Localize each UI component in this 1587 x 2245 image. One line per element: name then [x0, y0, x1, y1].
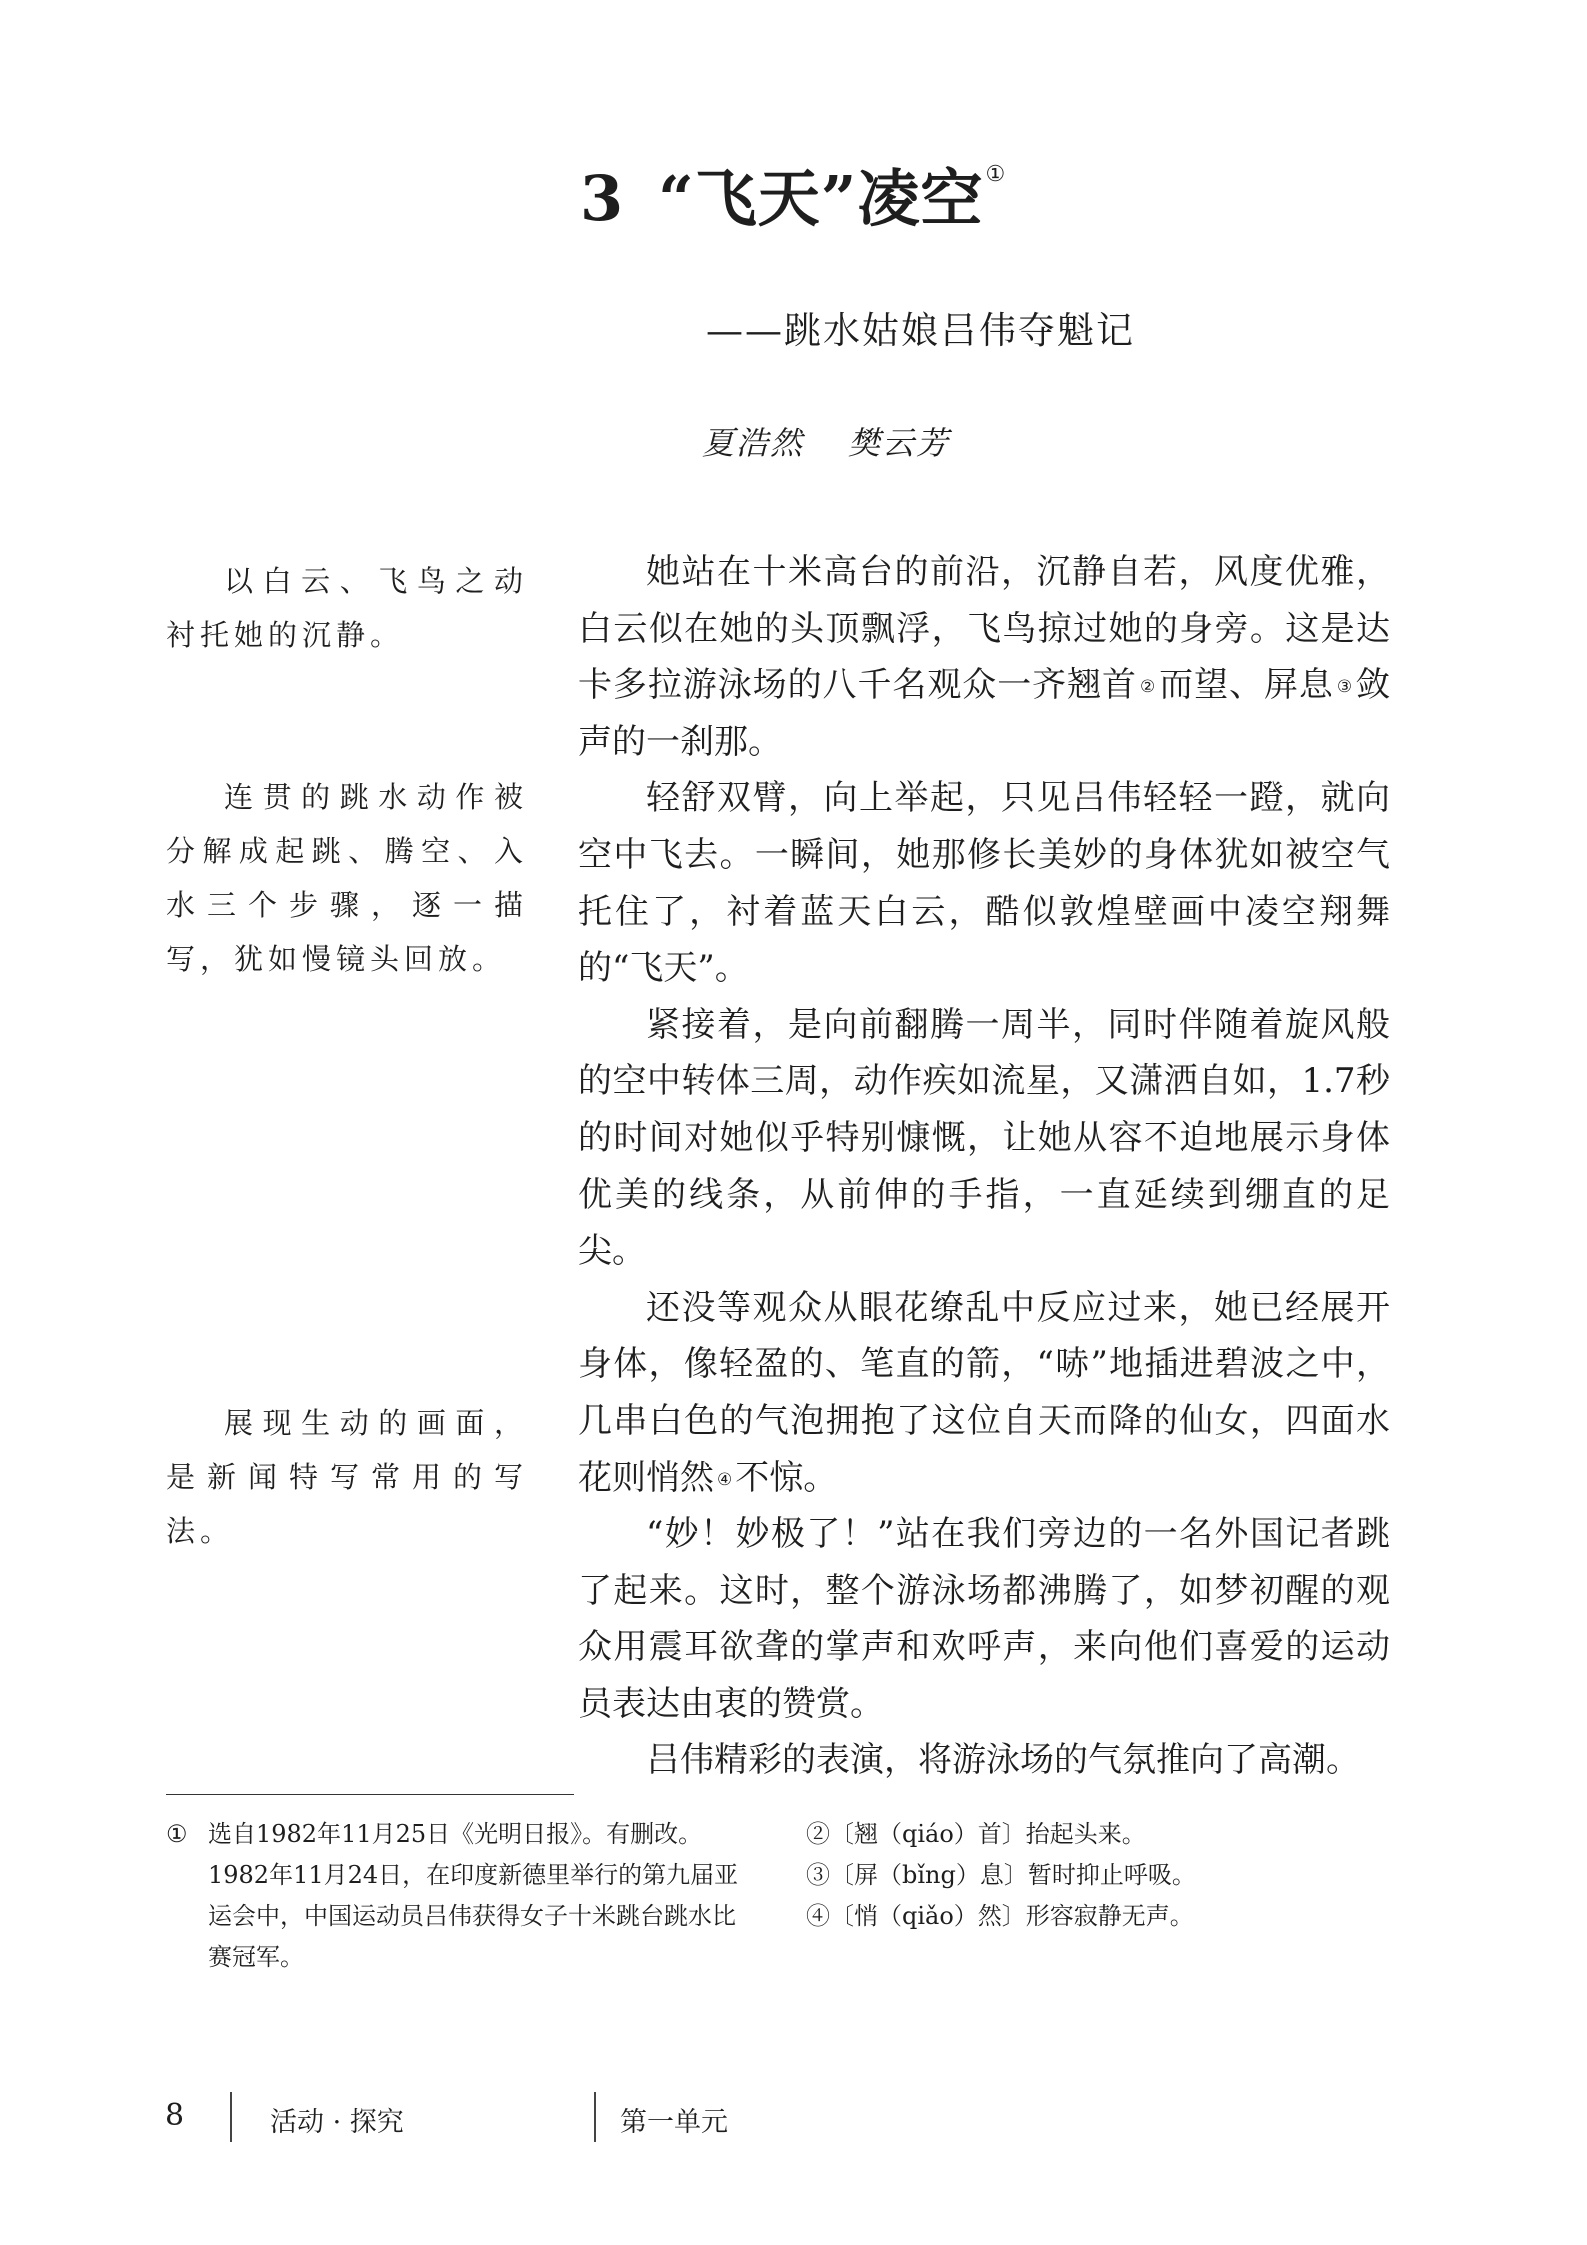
- side-note: 以白云、飞鸟之动衬托她的沉静。: [166, 564, 528, 652]
- lesson-number: 3: [580, 162, 625, 235]
- footnotes-right: [806, 1814, 1406, 1937]
- footnote-divider: [166, 1794, 574, 1795]
- footnote-text: 1982年11月24日，在印度新德里举行的第九届亚运会中，中国运动员吕伟获得女子十米跳台跳水比赛冠军。: [208, 1861, 739, 1971]
- footer-unit: 第一单元: [620, 2107, 728, 2138]
- lesson-subtitle: ——跳水姑娘吕伟夺魁记: [706, 309, 1135, 352]
- title-footnote-mark: ①: [985, 162, 1007, 187]
- page-footer: [0, 2090, 1587, 2146]
- paragraph: 吕伟精彩的表演，将游泳场的气氛推向了高潮。: [646, 1740, 1360, 1781]
- footnote-1: [166, 1814, 752, 1978]
- footnote-ref: ④: [717, 1469, 733, 1490]
- author-name: 夏浩然: [702, 424, 805, 462]
- paragraph: 紧接着，是向前翻腾一周半，同时伴随着旋风般的空中转体三周，动作疾如流星，又潇洒自如，1.7秒的时间对她似乎特别慷慨，让她从容不迫地展示身体优美的线条，从前伸的手指，一直延续到绷直的足尖。: [578, 1004, 1390, 1272]
- author-name: 樊云芳: [848, 424, 951, 462]
- side-note: 展现生动的画面，是新闻特写常用的写法。: [166, 1406, 528, 1548]
- footnote-ref: ②: [1139, 677, 1157, 698]
- footer-section: 活动 · 探究: [270, 2107, 404, 2138]
- article-body: [578, 544, 1390, 1789]
- paragraph: “妙！妙极了！”站在我们旁边的一名外国记者跳了起来。这时，整个游泳场都沸腾了，如梦初醒的观众用震耳欲聋的掌声和欢呼声，来向他们喜爱的运动员表达由衷的赞赏。: [578, 1514, 1390, 1724]
- page-number: 8: [165, 2098, 185, 2133]
- paragraph: 还没等观众从眼花缭乱中反应过来，她已经展开身体，像轻盈的、笔直的箭，“哧”地插进碧波之中，几串白色的气泡拥抱了这位自天而降的仙女，四面水花则悄然 ④不惊。: [578, 1287, 1390, 1498]
- footnote-ref: ③: [1336, 677, 1354, 698]
- footer-divider: [594, 2092, 596, 2142]
- footer-divider: [230, 2092, 232, 2142]
- lesson-title: [580, 162, 1007, 235]
- footnote-3: ③〔屏（bǐng）息〕暂时抑止呼吸。: [806, 1861, 1196, 1889]
- lesson-title-text: “飞天”凌空: [658, 162, 984, 235]
- footnote-mark: ①: [166, 1820, 188, 1848]
- footnote-4: ④〔悄（qiǎo）然〕形容寂静无声。: [806, 1902, 1194, 1930]
- side-note: 连贯的跳水动作被分解成起跳、腾空、入水三个步骤，逐一描写，犹如慢镜头回放。: [166, 780, 528, 976]
- footnote-text: 选自1982年11月25日《光明日报》。有删改。: [208, 1820, 703, 1848]
- paragraph: 轻舒双臂，向上举起，只见吕伟轻轻一蹬，就向空中飞去。一瞬间，她那修长美妙的身体犹如被空气托住了，衬着蓝天白云，酷似敦煌壁画中凌空翔舞的“飞天”。: [578, 778, 1390, 989]
- paragraph: 她站在十米高台的前沿，沉静自若，风度优雅，白云似在她的头顶飘浮，飞鸟掠过她的身旁。这是达卡多拉游泳场的八千名观众一齐翘首 ②而望、屏息 ③敛声的一刹那。: [578, 552, 1391, 762]
- authors: [702, 418, 950, 464]
- footnote-2: ②〔翘（qiáo）首〕抬起头来。: [806, 1820, 1146, 1848]
